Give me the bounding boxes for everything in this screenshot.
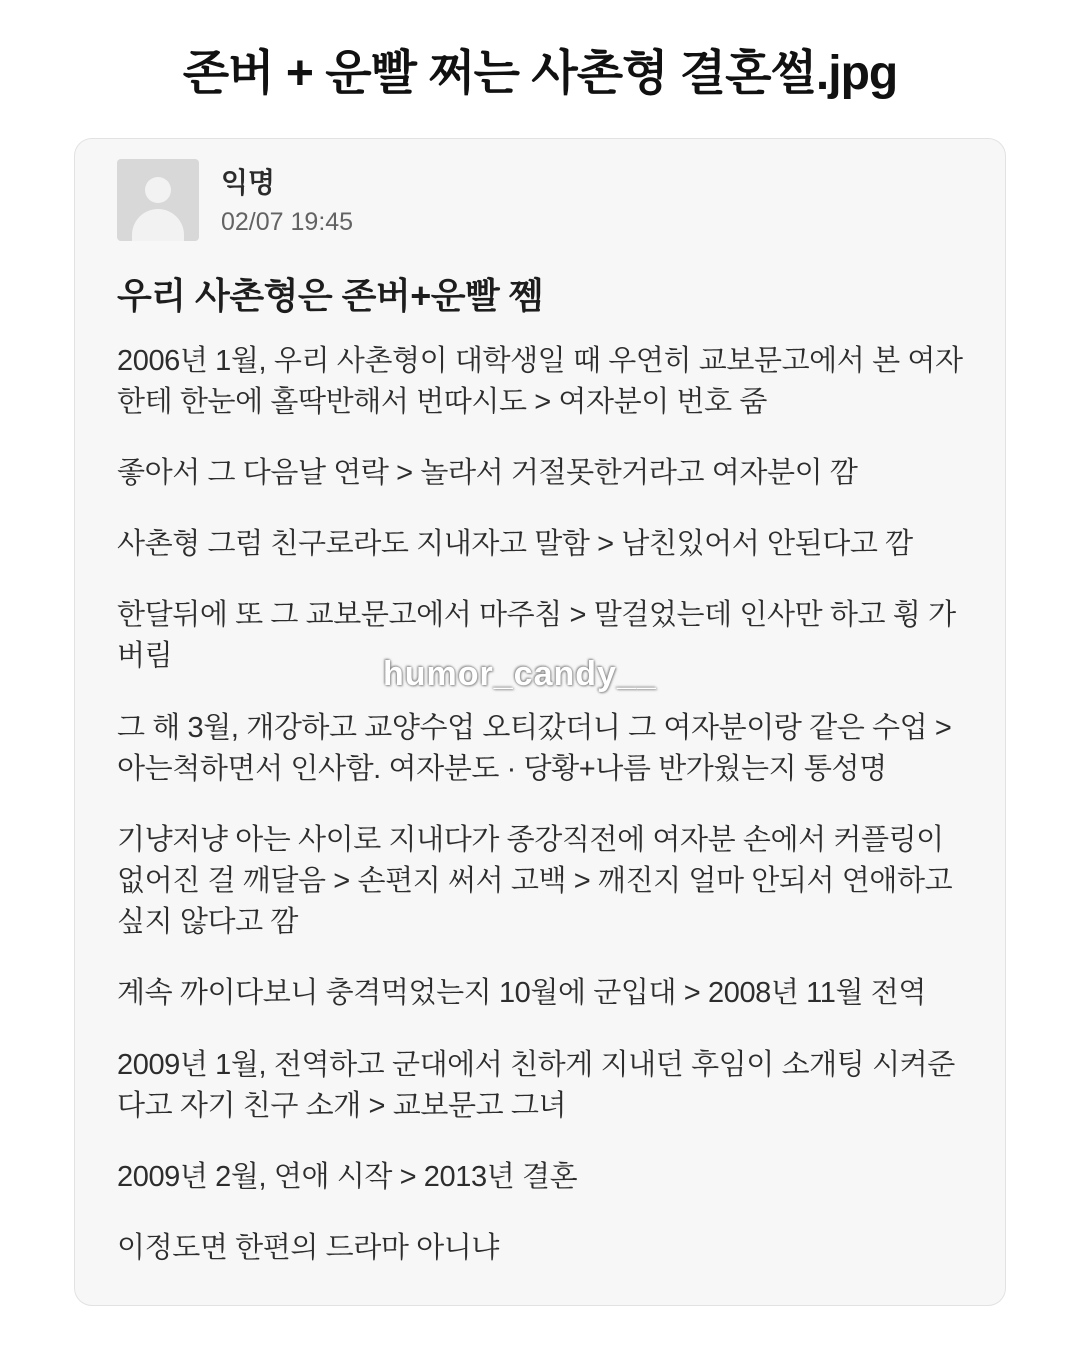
avatar-person-icon: [145, 177, 171, 203]
avatar-person-body-icon: [132, 209, 184, 241]
page-title: 존버 + 운빨 쩌는 사촌형 결혼썰.jpg: [182, 47, 898, 100]
post-paragraph: 이정도면 한편의 드라마 아니냐: [117, 1232, 499, 1265]
post-paragraph: 사촌형 그럼 친구로라도 지내자고 말함 > 남친있어서 안된다고 깜: [117, 528, 913, 561]
post-paragraph: 한달뒤에 또 그 교보문고에서 마주침 > 말걸었는데 인사만 하고 휭 가버림: [117, 599, 956, 673]
post-paragraph: 2009년 1월, 전역하고 군대에서 친하게 지내던 후임이 소개팅 시켜준다고 자기 친구 소개 > 교보문고 그녀: [117, 1048, 955, 1122]
post-paragraph: 좋아서 그 다음날 연락 > 놀라서 거절못한거라고 여자분이 깜: [117, 456, 858, 489]
post-timestamp: 02/07 19:45: [221, 208, 354, 236]
author-name: 익명: [221, 167, 276, 198]
post-paragraph: 2006년 1월, 우리 사촌형이 대학생일 때 우연히 교보문고에서 본 여자한테 한눈에 홀딱반해서 번따시도 > 여자분이 번호 줌: [117, 344, 963, 418]
post-title: 우리 사촌형은 존버+운빨 쩸: [117, 274, 544, 316]
post-body: [75, 319, 1005, 1270]
post-paragraph: 2009년 2월, 연애 시작 > 2013년 결혼: [117, 1160, 578, 1193]
post-meta: [199, 159, 353, 242]
post-paragraph: 그 해 3월, 개강하고 교양수업 오티갔더니 그 여자분이랑 같은 수업 > 아는척하면서 인사함. 여자분도 · 당황+나름 반가웠는지 통성명: [117, 711, 952, 785]
watermark: humor_candy__: [383, 655, 657, 693]
post-paragraph: 계속 까이다보니 충격먹었는지 10월에 군입대 > 2008년 11월 전역: [117, 977, 926, 1010]
post-card: [74, 138, 1006, 1306]
post-paragraph: 기냥저냥 아는 사이로 지내다가 종강직전에 여자분 손에서 커플링이 없어진 걸 깨달음 > 손편지 써서 고백 > 깨진지 얼마 안되서 연애하고 싶지 않다고 깜: [117, 823, 953, 939]
post-header: [75, 139, 1005, 242]
avatar: [117, 159, 199, 241]
